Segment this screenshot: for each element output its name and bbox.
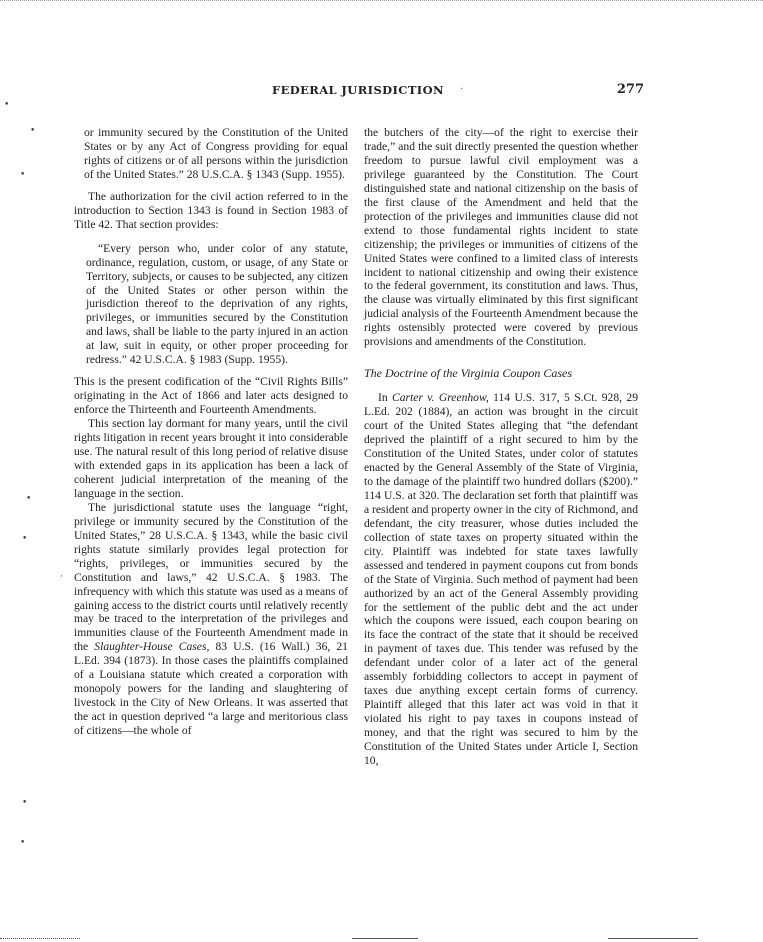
section-heading: The Doctrine of the Virginia Coupon Cases [364, 366, 572, 381]
paragraph: The authorization for the civil action referred to in the introduction to Section 1343 is found in Section 1983 of Title 42. That section provides: [74, 189, 348, 231]
case-name: Carter v. Greenhow, [392, 391, 489, 405]
paragraph: This is the present codification of the “Civil Rights Bills” originating in the Act of 1866 and later acts designed to enforce the Thirteenth and Fourteenth Amendments. [74, 375, 348, 417]
paragraph [364, 391, 638, 768]
margin-speck: • [22, 534, 28, 544]
margin-speck: • [4, 100, 10, 110]
left-column [74, 126, 348, 738]
right-column [364, 126, 638, 768]
top-edge-dotted-line [0, 0, 763, 5]
paragraph: This section lay dormant for many years, until the civil rights litigation in recent years brought it into considerable use. The natural result of this long period of relative disuse with extended gaps in its application has been a lack of coherent judicial interpretation of the meaning of the language in the section. [74, 417, 348, 500]
text-run: 83 U.S. (16 Wall.) 36, 21 L.Ed. 394 (1873). In those cases the plaintiffs complained of a Louisiana statute which created a corporation with monopoly powers for the landing and slaughtering of livestock in the City of New Orleans. It was asserted that the act in question deprived “a large and meritorious class of citizens—the whole of [74, 640, 348, 738]
text-run: 114 U.S. 317, 5 S.Ct. 928, 29 L.Ed. 202 (1884), an action was brought in the circuit court of the United States alleging that “the defendant deprived the plaintiff of a right secured to him by the Constitution of the United States, under color of statutes enacted by the General Assembly of the State of Virginia, to the damage of the plaintiff two hundred dollars ($200).” 114 U.S. at 320. The declaration set forth that plaintiff was a resident and property owner in the city of Richmond, and defendant, the city treasurer, whose duties included the collection of state taxes on property situated within the city. Plaintiff was indebted for state taxes lawfully assessed and tendered in payment coupons cut from bonds of the State of Virginia. Such method of payment had been authorized by an act of the General Assembly providing for the settlement of the public debt and the act under which the coupons were issued, each coupon bearing on its face the contract of the state that it should be received in payment of taxes due. This tender was refused by the defendant under color of a later act of the general assembly forbidding collectors to accept in payment of taxes due anything except certain forms of currency. Plaintiff alleged that this later act was void in that it violated his right to pay taxes in coupons instead of money, and that the right was secured to him by the Constitution of the United States under Article I, Section 10, [364, 391, 638, 767]
case-name: Slaughter-House Cases, [94, 640, 210, 654]
margin-speck: · [60, 572, 63, 582]
paragraph: or immunity secured by the Constitution of the United States or by any Act of Congress providing for equal rights of citizens or of all persons within the jurisdiction of the United States.” 28 U.S.C.A. § 1343 (Supp. 1955). [84, 126, 348, 181]
text-run: The jurisdictional statute uses the language “right, privilege or immunity secured by the Constitution of the United States,” 28 U.S.C.A. § 1343, while the basic civil rights statute similarly provides legal protection for “rights, privileges, or immunities secured by the Constitution and laws,” 42 U.S.C.A. § 1983. The infrequency with which this statute was used as a means of gaining access to the district courts until relatively recently may be traced to the interpretation of the privileges and immunities clause of the Fourteenth Amendment made in the [74, 500, 348, 654]
page-header [74, 80, 644, 102]
margin-speck: • [26, 494, 32, 504]
bottom-scan-line [608, 938, 698, 939]
bottom-scan-line [0, 938, 80, 939]
text-run: In [378, 391, 388, 405]
margin-speck: • [30, 126, 36, 136]
margin-speck: • [20, 838, 26, 848]
header-speck: · [460, 84, 464, 95]
bottom-scan-line [352, 938, 418, 939]
paragraph: the butchers of the city—of the right to exercise their trade,” and the suit directly presented the question whether freedom to pursue lawful civil employment was a privilege guaranteed by the Constitution. The Court distinguished state and national citizenship on the basis of the first clause of the Amendment and held that the protection of the privileges and immunities clause did not extend to those fundamental rights incident to state citizenship; the privileges or immunities of citizens of the United States were confined to a limited class of interests incident to national citizenship and owing their existence to the federal government, its constitution and laws. Thus, the clause was virtually eliminated by this first significant judicial analysis of the Fourteenth Amendment because the rights ostensibly protected were covered by previous provisions and amendments of the Constitution. [364, 126, 638, 349]
paragraph [74, 501, 348, 738]
block-quote: “Every person who, under color of any statute, ordinance, regulation, custom, or usage, of any State or Territory, subjects, or causes to be subjected, any citizen of the United States or other person within the jurisdiction thereof to the deprivation of any rights, privileges, or immunities secured by the Constitution and laws, shall be liable to the party injured in an action at law, suit in equity, or other proper proceeding for redress.” 42 U.S.C.A. § 1983 (Supp. 1955). [86, 241, 348, 367]
page-number: 277 [616, 82, 644, 97]
margin-speck: • [22, 798, 28, 808]
margin-speck: • [20, 170, 26, 180]
running-title: FEDERAL JURISDICTION [272, 83, 444, 97]
